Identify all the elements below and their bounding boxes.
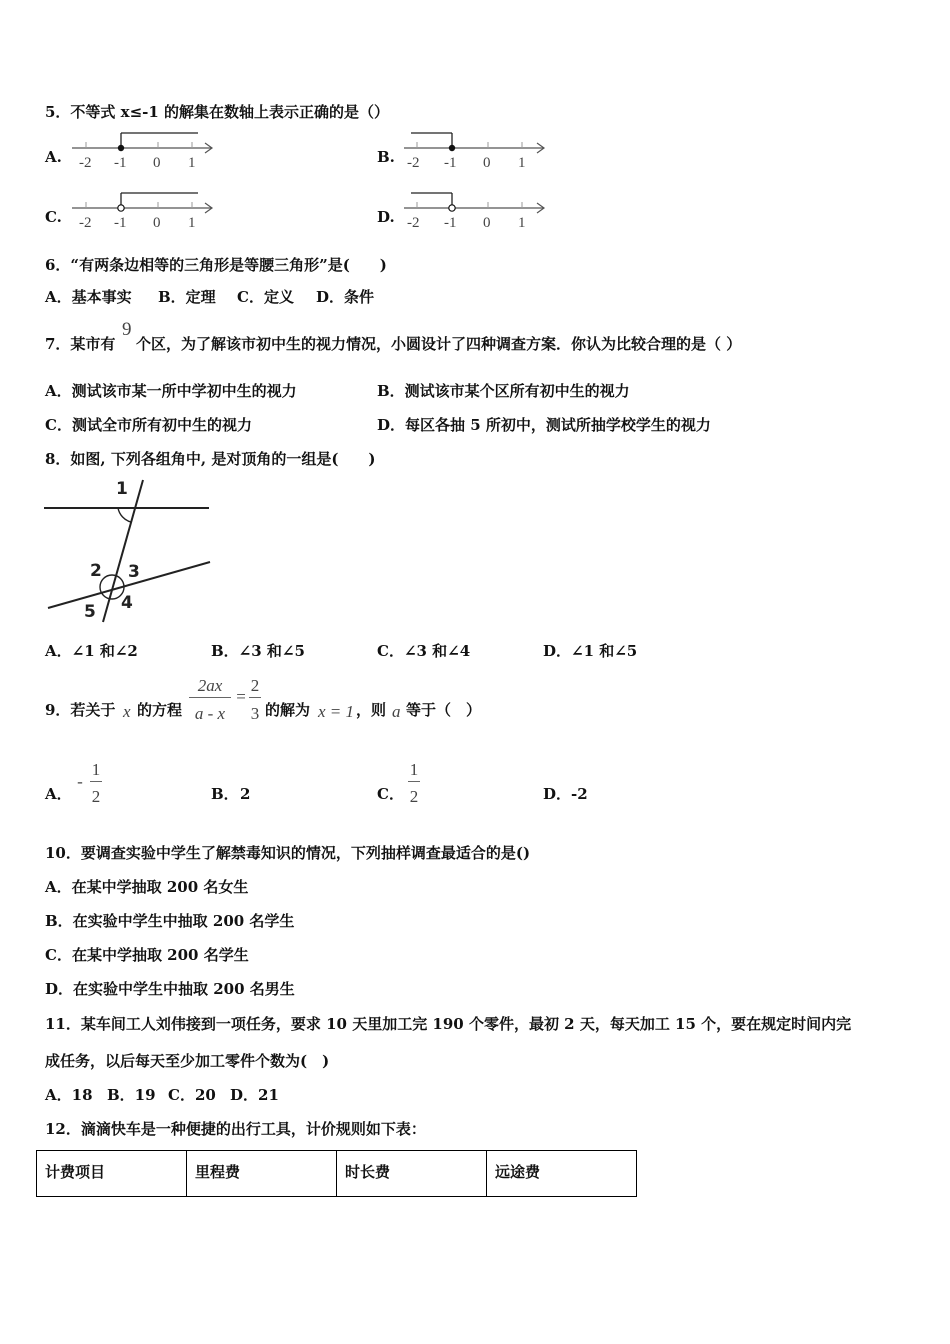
q10-option-c: C．在某中学抽取 200 名学生 — [45, 946, 249, 964]
tick-label: -1 — [444, 155, 457, 171]
tick-label: -2 — [407, 155, 420, 171]
table-header-cell: 远途费 — [487, 1151, 637, 1197]
q5-number-line-a — [72, 130, 222, 172]
q9-option-d-label: D． — [543, 785, 572, 803]
q9-rhs-numerator: 2 — [250, 676, 260, 695]
q7-option-d: D．每区各抽 5 所初中，测试所抽学校学生的视力 — [377, 416, 711, 434]
angle-label-4: 4 — [121, 593, 133, 613]
q5-option-d-label: D. — [377, 208, 395, 226]
q9-option-c-fraction-bar — [408, 781, 420, 782]
q5-option-a-label: A. — [45, 148, 62, 166]
q8-option-a: A．∠1 和∠2 — [45, 642, 138, 660]
tick-label: 1 — [518, 215, 526, 231]
q9-stem-mid3: ，则 — [356, 701, 387, 719]
q5-number-line-d — [404, 190, 554, 232]
tick-label: 0 — [153, 215, 161, 231]
q9-stem-post: 等于（ ） — [406, 701, 482, 719]
q10-option-b: B．在实验中学生中抽取 200 名学生 — [45, 912, 295, 930]
q9-rhs-fraction-bar — [249, 697, 261, 698]
q9-stem-mid: 的方程 — [137, 701, 183, 719]
q9-stem-pre: 9．若关于 — [45, 701, 116, 719]
tick-label: 0 — [483, 215, 491, 231]
q9-eq-fraction-bar — [189, 697, 231, 698]
q9-option-c-numerator: 1 — [409, 760, 419, 779]
q9-option-b-label: B． — [211, 785, 239, 803]
tick-label: -2 — [79, 215, 92, 231]
tick-label: 1 — [188, 215, 196, 231]
q9-rhs-denominator: 3 — [250, 704, 260, 723]
q9-eq-equals: = — [236, 687, 246, 706]
q11-option-d: D．21 — [230, 1086, 279, 1104]
q7-stem-pre: 7．某市有 — [45, 335, 116, 353]
q11-stem-line2: 成任务，以后每天至少加工零件个数为( ) — [45, 1052, 330, 1070]
q5-number-line-b — [404, 130, 554, 172]
q10-stem: 10．要调查实验中学生了解禁毒知识的情况，下列抽样调查最适合的是() — [45, 844, 531, 862]
q7-stem-number: 9 — [122, 319, 132, 340]
q9-var-x: x — [123, 702, 131, 721]
q9-eq-denominator: a - x — [194, 704, 226, 723]
q12-fee-table — [36, 1150, 637, 1197]
q12-stem: 12．滴滴快车是一种便捷的出行工具，计价规则如下表： — [45, 1120, 426, 1138]
q10-option-a: A．在某中学抽取 200 名女生 — [45, 878, 249, 896]
q5-option-b-label: B. — [377, 148, 395, 166]
q9-option-d-value: -2 — [571, 785, 588, 803]
q9-option-a-denominator: 2 — [91, 787, 101, 806]
q6-option-a: A．基本事实 — [45, 288, 132, 306]
table-header-cell: 时长费 — [337, 1151, 487, 1197]
q9-option-a-sign: - — [77, 772, 83, 791]
angle-label-2: 2 — [90, 561, 102, 581]
q9-solution: x = 1 — [318, 702, 355, 721]
tick-label: -1 — [114, 215, 127, 231]
q9-option-b-value: 2 — [240, 785, 251, 803]
angle-label-1: 1 — [116, 479, 128, 499]
q8-option-c: C．∠3 和∠4 — [377, 642, 471, 660]
tick-label: 0 — [153, 155, 161, 171]
q7-option-a: A．测试该市某一所中学初中生的视力 — [45, 382, 297, 400]
tick-label: -2 — [79, 155, 92, 171]
tick-label: -2 — [407, 215, 420, 231]
tick-label: -1 — [444, 215, 457, 231]
q7-stem-post: 个区，为了解该市初中生的视力情况，小圆设计了四种调查方案．你认为比较合理的是（ ） — [136, 335, 742, 353]
q9-option-c-label: C． — [377, 785, 404, 803]
q9-eq-numerator: 2ax — [197, 676, 223, 695]
q6-option-b: B．定理 — [158, 288, 216, 306]
tick-label: 1 — [518, 155, 526, 171]
q8-option-d: D．∠1 和∠5 — [543, 642, 638, 660]
angle-label-3: 3 — [128, 562, 140, 582]
tick-label: -1 — [114, 155, 127, 171]
q11-option-c: C．20 — [168, 1086, 216, 1104]
q11-stem-line1: 11．某车间工人刘伟接到一项任务，要求 10 天里加工完 190 个零件，最初 2 天，每天加工 15 个，要在规定时间内完 — [45, 1015, 852, 1033]
table-row — [37, 1151, 637, 1197]
q8-angle-figure — [44, 476, 214, 626]
q8-option-b: B．∠3 和∠5 — [211, 642, 305, 660]
q7-option-c: C．测试全市所有初中生的视力 — [45, 416, 252, 434]
tick-label: 0 — [483, 155, 491, 171]
q9-option-a-fraction-bar — [90, 781, 102, 782]
q5-number-line-c — [72, 190, 222, 232]
q10-option-d: D．在实验中学生中抽取 200 名男生 — [45, 980, 295, 998]
q6-stem: 6．“有两条边相等的三角形是等腰三角形”是( ) — [45, 256, 387, 274]
q6-option-c: C．定义 — [237, 288, 294, 306]
q9-option-a-numerator: 1 — [91, 760, 101, 779]
angle-label-5: 5 — [84, 602, 96, 622]
q9-stem-mid2: 的解为 — [265, 701, 311, 719]
q5-stem: 5．不等式 x≤-1 的解集在数轴上表示正确的是（） — [45, 103, 390, 121]
q8-stem: 8．如图, 下列各组角中, 是对顶角的一组是( ) — [45, 450, 376, 468]
q9-option-c-denominator: 2 — [409, 787, 419, 806]
table-header-cell: 里程费 — [187, 1151, 337, 1197]
table-header-cell: 计费项目 — [37, 1151, 187, 1197]
q11-option-b: B．19 — [107, 1086, 156, 1104]
q11-option-a: A．18 — [45, 1086, 93, 1104]
q5-option-c-label: C. — [45, 208, 62, 226]
q9-option-a-label: A． — [45, 785, 72, 803]
q6-option-d: D．条件 — [316, 288, 375, 306]
tick-label: 1 — [188, 155, 196, 171]
q9-var-a: a — [392, 702, 401, 721]
q7-option-b: B．测试该市某个区所有初中生的视力 — [377, 382, 630, 400]
